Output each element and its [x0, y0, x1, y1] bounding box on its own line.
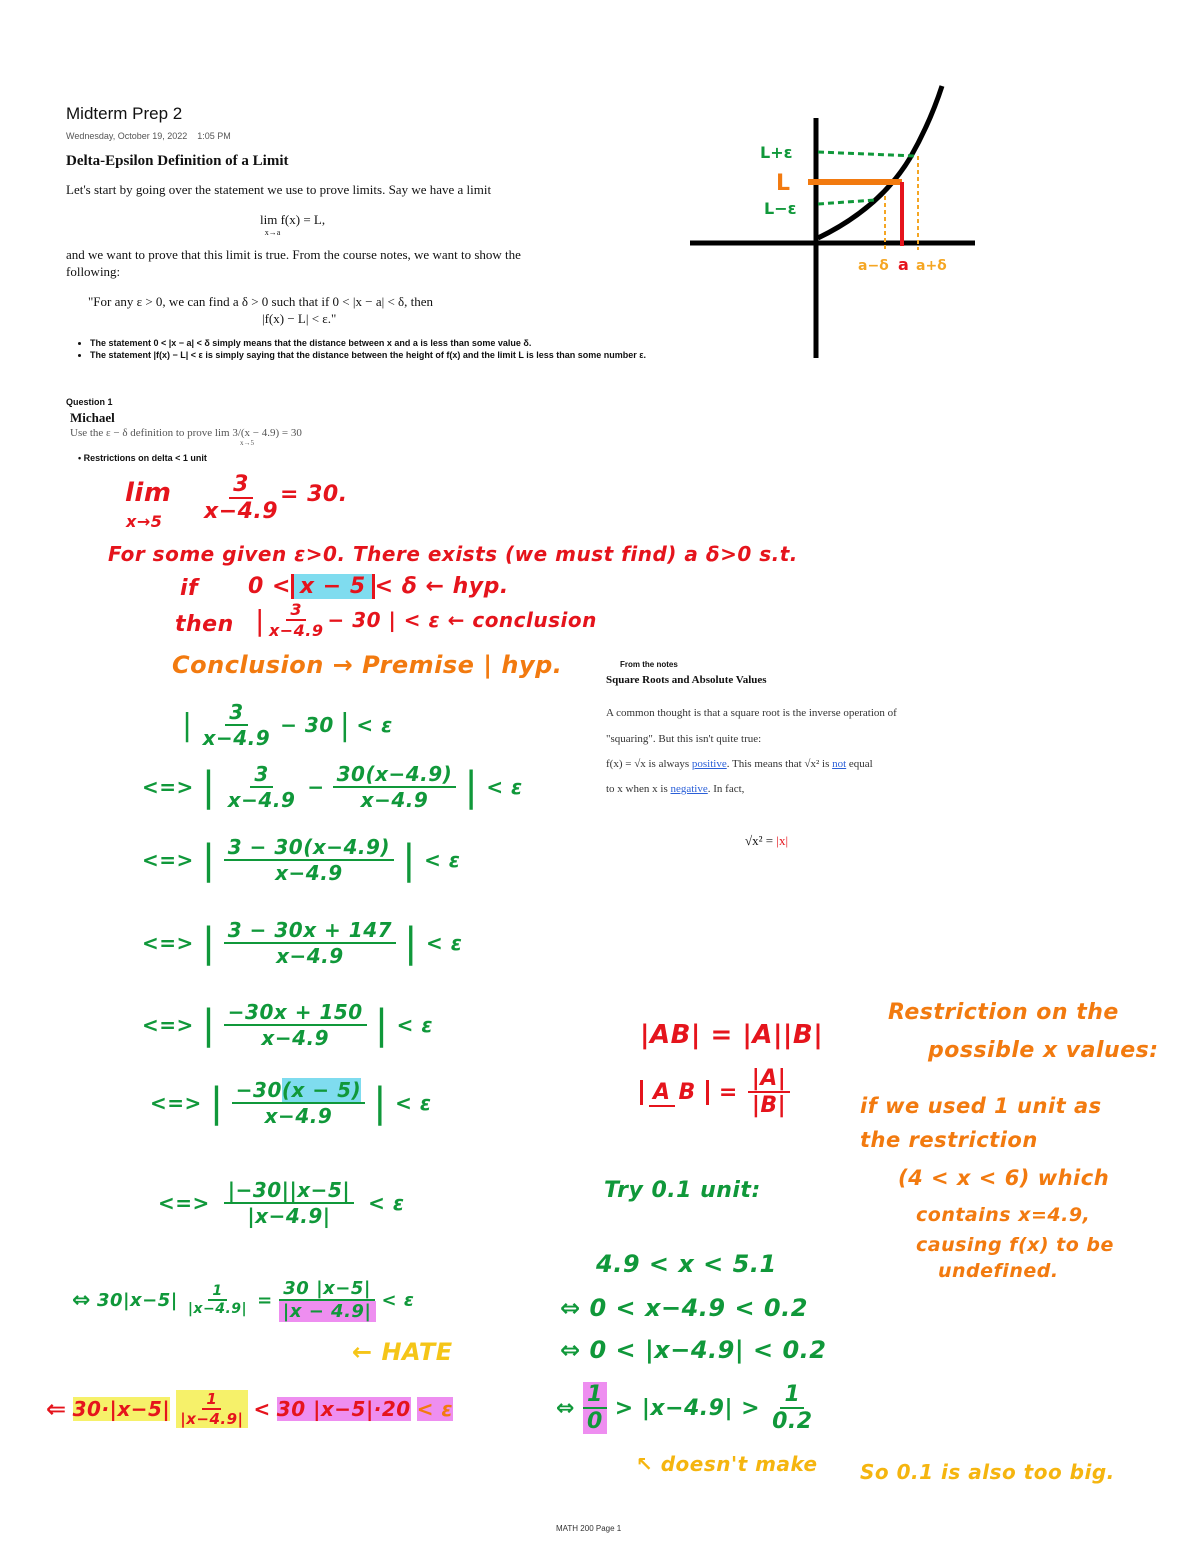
hw-step8: ⇔ 30|x−5| $\frac{1}{|x-4.9|}$ = $\frac{30 |x-5|}{|x - 4.9|}$ < ε — [72, 1278, 415, 1322]
hw-restriction-l1: if we used 1 unit as — [860, 1094, 1102, 1118]
hw-hyp: 0 < x − 5 < δ ← hyp. — [248, 574, 509, 599]
notes-line1: A common thought is that a square root is the inverse operation of — [606, 707, 897, 719]
graph-label-a-plus-delta: a+δ — [916, 258, 947, 274]
hw-try4: ⇔ $\frac{1}{0}$ > |x−4.9| > $\frac{1}{0.2}$ — [556, 1382, 813, 1434]
notes-label: From the notes — [620, 660, 678, 669]
graph-line-upper — [818, 152, 915, 156]
question-author: Michael — [70, 410, 115, 425]
hw-step3: <=> | $\frac{3 - 30(x-4.9)}{x-4.9}$ | < ε — [142, 835, 461, 885]
question-bullet: • Restrictions on delta < 1 unit — [78, 453, 207, 463]
hw-doesnt-make: ↖ doesn't make — [636, 1452, 818, 1476]
hw-restriction-l2: the restriction — [860, 1128, 1038, 1152]
hw-lim-frac: $\frac{3}{x-4.9}$ — [204, 472, 279, 524]
hw-conclusion: | $\frac{3}{x-4.9}$ − 30 | < ε ← conclusion — [255, 600, 597, 640]
hw-step2: <=> | $\frac{3}{x-4.9}$ − $\frac{30(x-4.9)}{x-4.9}$ | < ε — [142, 762, 523, 812]
hw-restriction-l6: undefined. — [938, 1260, 1059, 1282]
hw-if: if — [180, 576, 199, 601]
hw-step6: <=> | $\frac{-30(x - 5)}{x-4.9}$ | < ε — [150, 1078, 432, 1128]
hw-so-big: So 0.1 is also too big. — [860, 1460, 1115, 1484]
hw-try3: ⇔ 0 < |x−4.9| < 0.2 — [560, 1336, 827, 1364]
definition-intro: Let's start by going over the statement we use to prove limits. Say we have a limit — [66, 182, 492, 197]
hw-restriction-title1: Restriction on the — [888, 1000, 1119, 1025]
definition-intro2: and we want to prove that this limit is true. From the course notes, we want to show the following: — [66, 247, 521, 279]
graph-label-L-minus-eps: L−ε — [764, 199, 797, 218]
hw-lim-sub: x→5 — [126, 512, 163, 531]
hw-restriction-l5: causing f(x) to be — [916, 1234, 1114, 1256]
hw-conclusion-premise: Conclusion → Premise | hyp. — [172, 651, 563, 679]
page-date: Wednesday, October 19, 2022 1:05 PM — [66, 131, 231, 141]
definition-heading: Delta-Epsilon Definition of a Limit — [66, 153, 289, 169]
hw-lim-eq: = 30. — [280, 482, 348, 507]
limit-graph — [680, 78, 980, 368]
hw-try2: ⇔ 0 < x−4.9 < 0.2 — [560, 1294, 808, 1322]
question-label: Question 1 — [66, 397, 113, 407]
hw-lim: lim — [125, 478, 172, 508]
graph-line-lower — [818, 200, 875, 204]
graph-label-L: L — [776, 171, 791, 196]
hw-step4: <=> | $\frac{3 - 30x + 147}{x-4.9}$ | < ε — [142, 918, 463, 968]
hw-hate: ← HATE — [352, 1338, 453, 1366]
list-item: • The statement 0 < |x − a| < δ simply means that the distance between x and a is less than some value δ. — [90, 337, 670, 349]
hw-abs-rule1: |AB| = |A||B| — [640, 1020, 824, 1050]
hw-then: then — [175, 612, 234, 637]
hw-abs-rule2: A B = $\frac{|A|}{|B|}$ — [640, 1066, 790, 1118]
page-footer: MATH 200 Page 1 — [556, 1524, 622, 1533]
list-item: • The statement |f(x) − L| < ε is simply saying that the distance between the height of f(x) and the limit L is less than some number ε. — [90, 349, 670, 361]
hw-restriction-l3: (4 < x < 6) which — [898, 1166, 1110, 1190]
hw-step7: <=> $\frac{|-30||x-5|}{|x-4.9|}$ < ε — [158, 1178, 405, 1228]
question-prompt: Use the ε − δ definition to prove lim 3/(x − 4.9) = 30 x→5 — [70, 427, 302, 447]
hw-step5: <=> | $\frac{-30x + 150}{x-4.9}$ | < ε — [142, 1000, 434, 1050]
hw-step9: ⇐ 30·|x−5| $\frac{1}{|x-4.9|}$ < 30 |x−5|·20 < ε — [46, 1390, 454, 1428]
quote-line2: |f(x) − L| < ε." — [262, 311, 337, 326]
limit-formula: lim f(x) = L, x→a — [260, 212, 326, 237]
page-title: Midterm Prep 2 — [66, 104, 183, 123]
hw-restriction-title2: possible x values: — [928, 1038, 1159, 1063]
graph-label-L-plus-eps: L+ε — [760, 143, 793, 162]
notes-line2: "squaring". But this isn't quite true: — [606, 733, 762, 745]
definition-bullets — [76, 337, 670, 361]
notes-heading: Square Roots and Absolute Values — [606, 674, 767, 686]
hw-for-some: For some given ε>0. There exists (we must find) a δ>0 s.t. — [108, 542, 798, 566]
graph-curve — [818, 86, 942, 238]
notes-formula: √x² = |x| — [745, 833, 789, 848]
hw-step1: | $\frac{3}{x-4.9}$ − 30 | < ε — [182, 700, 393, 750]
hw-try1: 4.9 < x < 5.1 — [596, 1250, 777, 1278]
notes-line4: to x when x is negative. In fact, — [606, 783, 745, 795]
quote-line1: "For any ε > 0, we can find a δ > 0 such that if 0 < |x − a| < δ, then — [88, 294, 434, 309]
notes-line3: f(x) = √x is always positive. This means that √x² is not equal — [606, 758, 873, 770]
hw-restriction-l4: contains x=4.9, — [916, 1204, 1091, 1226]
hw-try-title: Try 0.1 unit: — [604, 1178, 761, 1203]
graph-label-a: a — [898, 255, 909, 274]
graph-label-a-minus-delta: a−δ — [858, 258, 889, 274]
